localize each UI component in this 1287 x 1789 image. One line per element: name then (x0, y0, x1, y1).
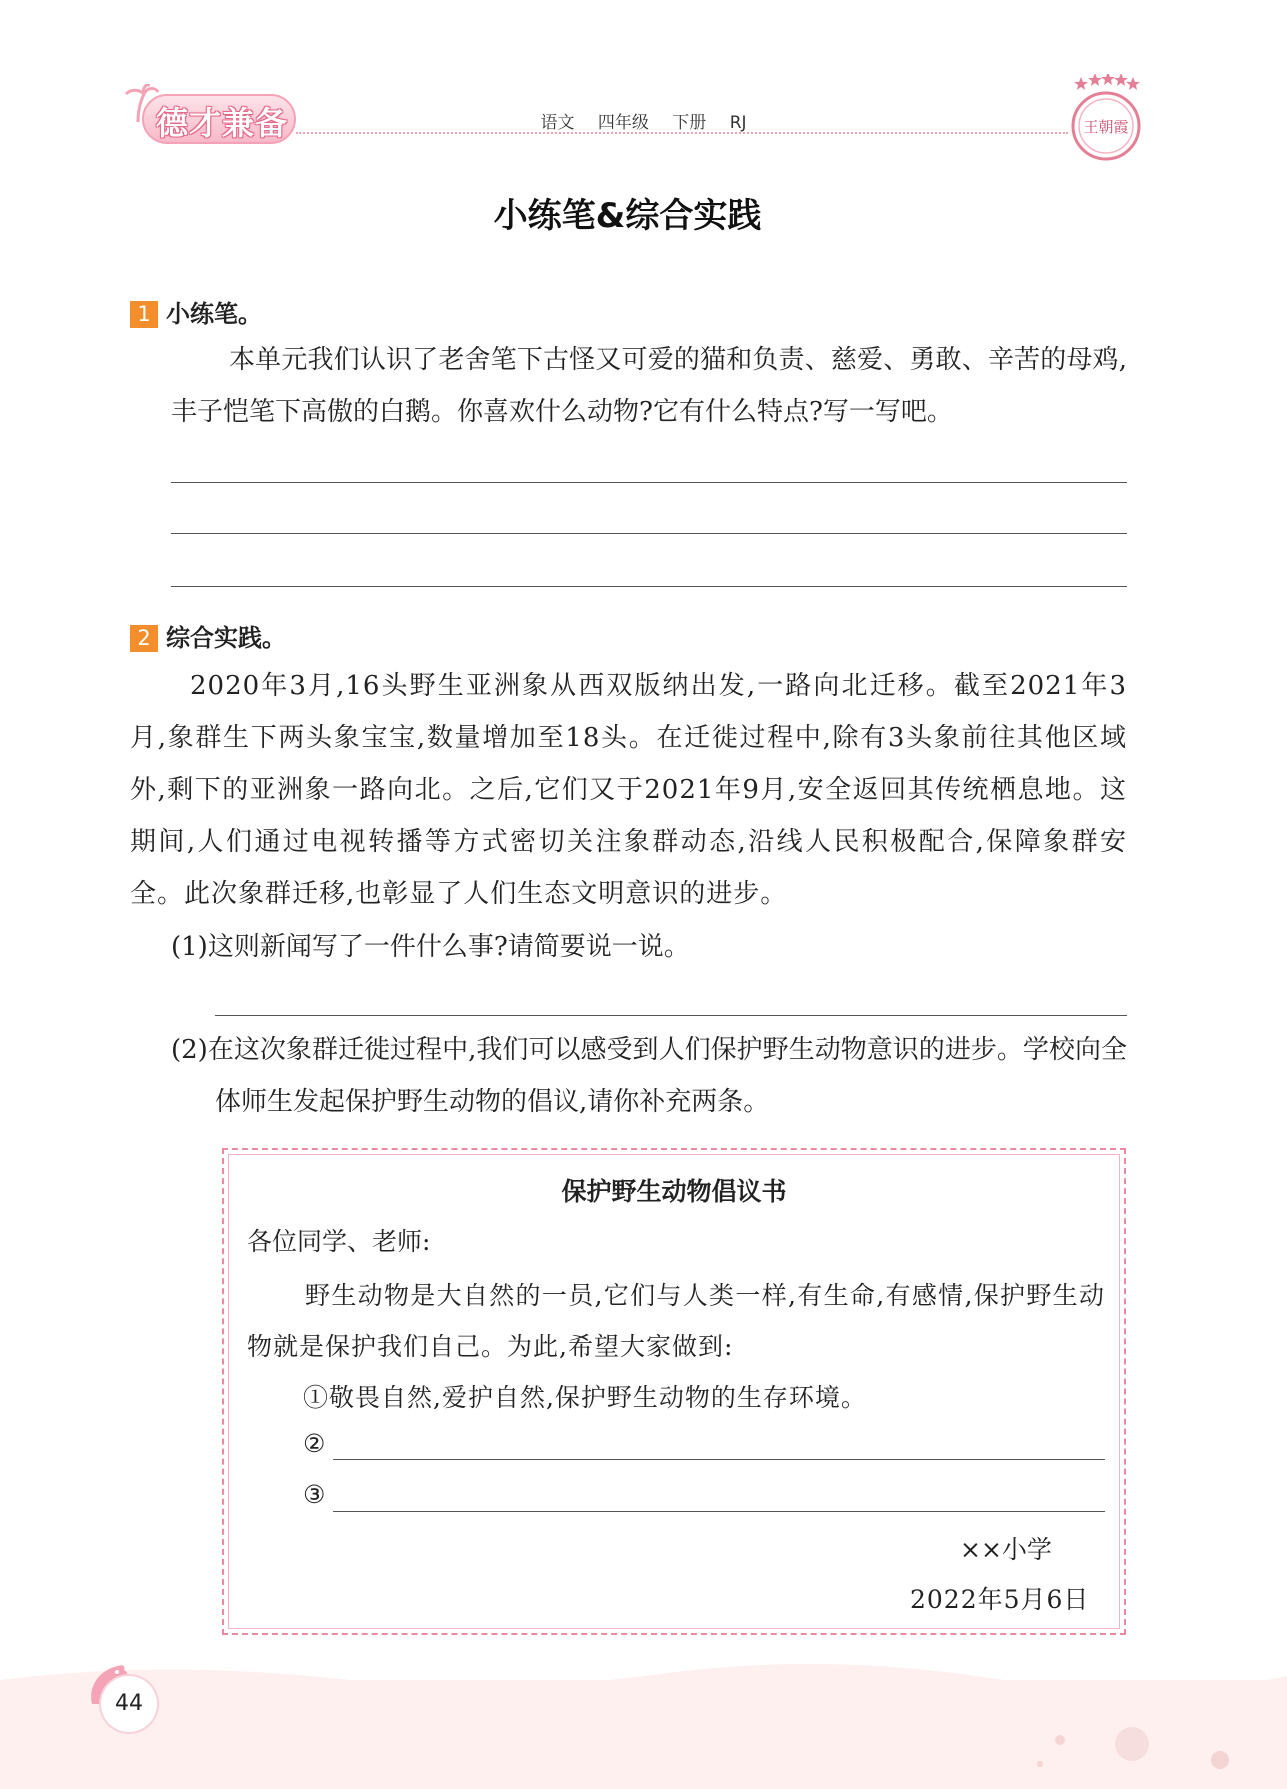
header-divider (296, 132, 1068, 134)
proposal-item-1: ①敬畏自然,爱护自然,保护野生动物的生存环境。 (303, 1383, 867, 1412)
subject-label: 语文 (540, 113, 575, 133)
section2-heading (130, 618, 286, 653)
page-number: 44 (101, 1676, 157, 1732)
bubbles-decoration (1020, 1700, 1280, 1780)
section2-title: 综合实践。 (166, 624, 286, 652)
proposal-greeting: 各位同学、老师: (247, 1227, 431, 1256)
section2-number: 2 (130, 625, 158, 652)
proposal-date: 2022年5月6日 (910, 1585, 1090, 1614)
news-paragraph: 2020年3月,16头野生亚洲象从西双版纳出发,一路向北迁移。截至2021年3月,象群生下两头象宝宝,数量增加至18头。在迁徙过程中,除有3头象前往其他区域外,剩下的亚洲象一路向北。之后,它们又于2021年9月,安全返回其传统栖息地。这期间,人们通过电视转播等方式密切关注象群动态,沿线人民积极配合,保障象群安全。此次象群迁移,也彰显了人们生态文明意识的进步。 (130, 671, 1127, 909)
proposal-body: 野生动物是大自然的一员,它们与人类一样,有生命,有感情,保护野生动物就是保护我们自己。为此,希望大家做到: (247, 1281, 1105, 1361)
seal-name: 王朝霞 (1083, 118, 1129, 136)
answer-line[interactable] (215, 1015, 1127, 1016)
proposal-signature: ××小学 (960, 1535, 1052, 1564)
section1-title: 小练笔。 (166, 300, 262, 328)
edition-label: RJ (729, 113, 747, 133)
proposal-title: 保护野生动物倡议书 (561, 1177, 787, 1206)
answer-line[interactable] (333, 1459, 1105, 1460)
section1-number: 1 (130, 301, 158, 328)
proposal-item-3-marker: ③ (303, 1480, 326, 1509)
volume-label: 下册 (672, 113, 707, 133)
brand-name: 德才兼备 (156, 104, 289, 142)
footer-band (0, 1680, 1287, 1789)
section1-paragraph: 本单元我们认识了老舍笔下古怪又可爱的猫和负责、慈爱、勇敢、辛苦的母鸡,丰子恺笔下高傲的白鹅。你喜欢什么动物?它有什么特点?写一写吧。 (171, 345, 1127, 427)
answer-line[interactable] (333, 1511, 1105, 1512)
section1-heading (130, 294, 262, 329)
question-1: (1)这则新闻写了一件什么事?请简要说一说。 (171, 932, 690, 962)
question-2: (2)在这次象群迁徙过程中,我们可以感受到人们保护野生动物意识的进步。学校向全体师生发起保护野生动物的倡议,请你补充两条。 (171, 1035, 1127, 1117)
proposal-item-2-marker: ② (303, 1429, 326, 1458)
answer-line[interactable] (171, 586, 1127, 587)
answer-line[interactable] (171, 482, 1127, 483)
page-title: 小练笔&综合实践 (493, 196, 762, 236)
answer-line[interactable] (171, 533, 1127, 534)
teacher-seal-logo (1065, 74, 1147, 166)
grade-label: 四年级 (597, 113, 649, 133)
